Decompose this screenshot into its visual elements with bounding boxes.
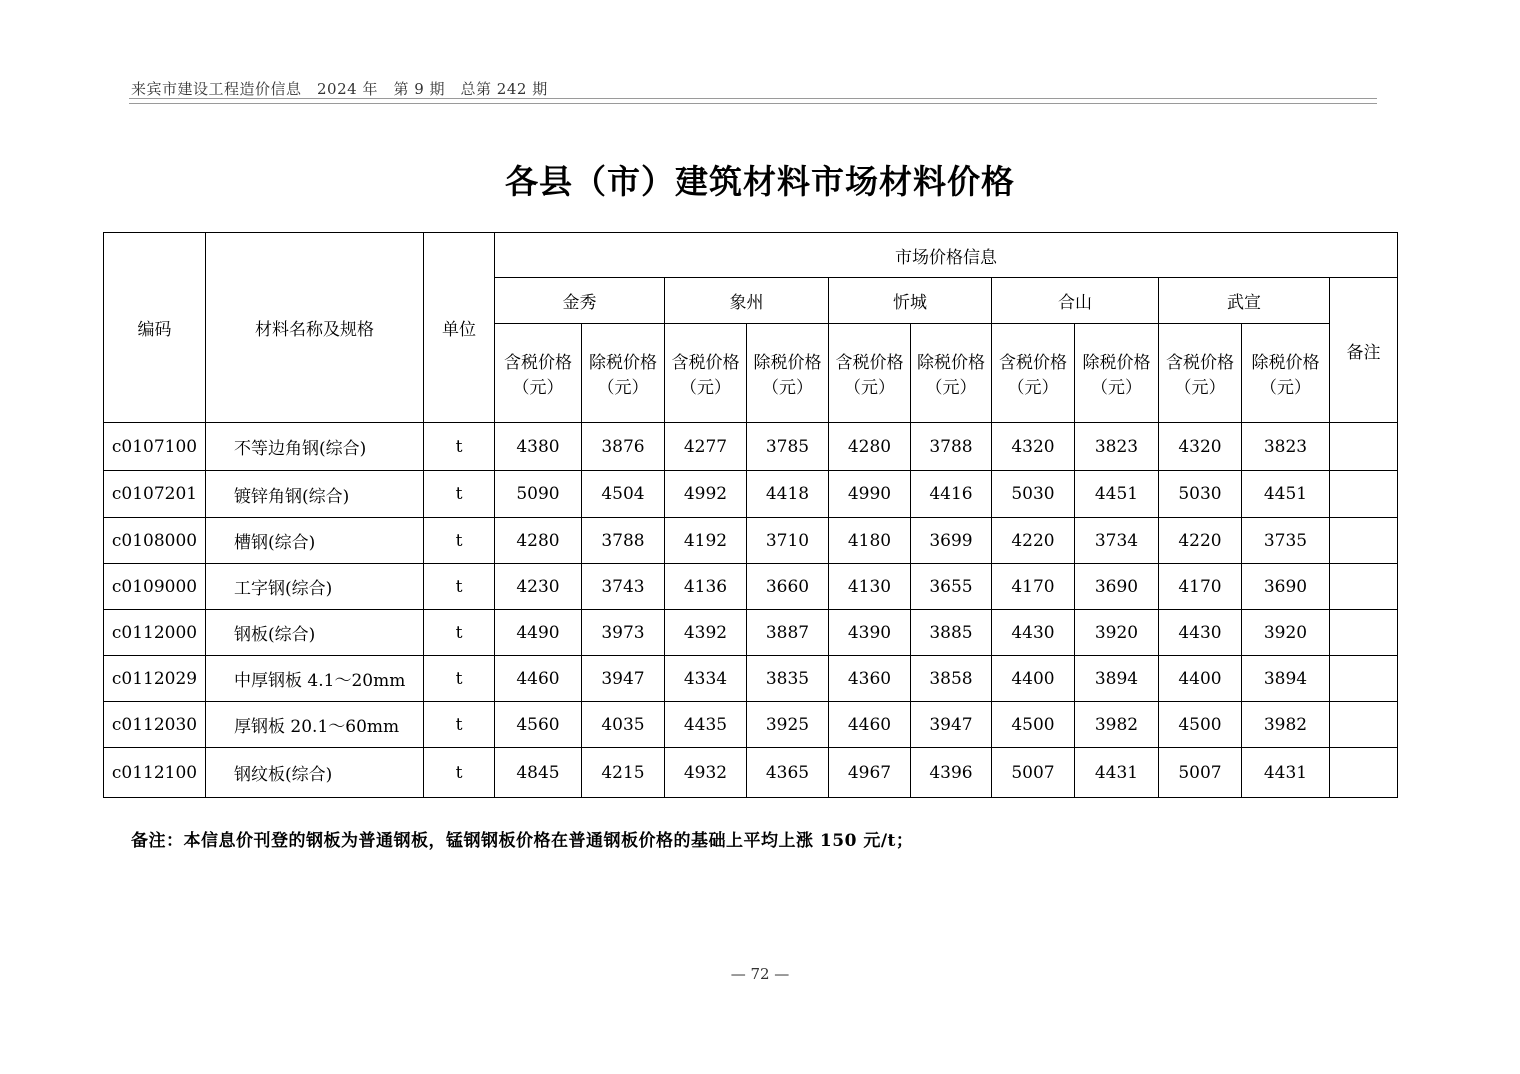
header-remark: 备注 — [1330, 278, 1398, 423]
footnote: 备注：本信息价刊登的钢板为普通钢板，锰钢钢板价格在普通钢板价格的基础上平均上涨 150 元/t； — [131, 831, 914, 851]
cell-price: 3734 — [1075, 518, 1159, 564]
header-currency: （元） — [1091, 378, 1142, 398]
cell-remark — [1330, 656, 1398, 702]
cell-price: 4277 — [665, 423, 747, 471]
cell-price: 4392 — [665, 610, 747, 656]
cell-price: 5007 — [1159, 748, 1242, 798]
cell-price: 4418 — [747, 471, 829, 518]
cell-price: 3973 — [582, 610, 665, 656]
cell-price: 3690 — [1242, 564, 1330, 610]
header-region: 金秀 — [495, 278, 665, 324]
header-tax-exclusive — [582, 324, 665, 423]
cell-name: 镀锌角钢(综合) — [206, 471, 424, 518]
cell-price: 3699 — [911, 518, 992, 564]
cell-price: 4560 — [495, 702, 582, 748]
cell-price: 4396 — [911, 748, 992, 798]
cell-price: 4400 — [992, 656, 1075, 702]
header-currency: （元） — [597, 378, 649, 398]
header-currency: （元） — [1260, 378, 1311, 398]
header-price-type: 含税价格 — [999, 353, 1067, 373]
header-tax-inclusive — [665, 324, 747, 423]
header-region: 忻城 — [829, 278, 992, 324]
cell-price: 5007 — [992, 748, 1075, 798]
cell-price: 4967 — [829, 748, 911, 798]
header-price-type: 除税价格 — [753, 353, 822, 373]
cell-code: c0112100 — [104, 748, 206, 798]
header-currency: （元） — [925, 378, 977, 398]
header-code: 编码 — [104, 233, 206, 423]
cell-price: 4280 — [829, 423, 911, 471]
cell-code: c0112029 — [104, 656, 206, 702]
header-region: 合山 — [992, 278, 1159, 324]
cell-price: 4390 — [829, 610, 911, 656]
header-tax-inclusive — [495, 324, 582, 423]
cell-price: 3885 — [911, 610, 992, 656]
cell-price: 4500 — [992, 702, 1075, 748]
table-row — [104, 564, 1398, 610]
cell-code: c0108000 — [104, 518, 206, 564]
table-row — [104, 656, 1398, 702]
cell-price: 4380 — [495, 423, 582, 471]
cell-unit: t — [424, 564, 495, 610]
cell-unit: t — [424, 610, 495, 656]
cell-name: 厚钢板 20.1～60mm — [206, 702, 424, 748]
cell-price: 3823 — [1075, 423, 1159, 471]
cell-price: 3690 — [1075, 564, 1159, 610]
cell-price: 4215 — [582, 748, 665, 798]
cell-price: 4180 — [829, 518, 911, 564]
price-table — [103, 232, 1398, 798]
cell-price: 4230 — [495, 564, 582, 610]
header-region: 武宣 — [1159, 278, 1330, 324]
cell-price: 4400 — [1159, 656, 1242, 702]
header-price-type: 除税价格 — [1251, 353, 1320, 373]
header-market-group: 市场价格信息 — [495, 233, 1398, 278]
cell-price: 4490 — [495, 610, 582, 656]
cell-price: 4416 — [911, 471, 992, 518]
cell-price: 3920 — [1075, 610, 1159, 656]
cell-unit: t — [424, 518, 495, 564]
cell-price: 4845 — [495, 748, 582, 798]
cell-price: 4136 — [665, 564, 747, 610]
cell-price: 4280 — [495, 518, 582, 564]
header-unit: 单位 — [424, 233, 495, 423]
page-number: — 72 — — [730, 965, 790, 983]
header-tax-exclusive — [911, 324, 992, 423]
cell-price: 4430 — [992, 610, 1075, 656]
cell-price: 3887 — [747, 610, 829, 656]
cell-remark — [1330, 702, 1398, 748]
cell-price: 4460 — [495, 656, 582, 702]
cell-price: 3894 — [1242, 656, 1330, 702]
cell-remark — [1330, 564, 1398, 610]
cell-unit: t — [424, 471, 495, 518]
cell-code: c0112000 — [104, 610, 206, 656]
cell-price: 4320 — [1159, 423, 1242, 471]
cell-price: 4192 — [665, 518, 747, 564]
cell-price: 4460 — [829, 702, 911, 748]
header-price-type: 含税价格 — [671, 353, 740, 373]
cell-name: 中厚钢板 4.1～20mm — [206, 656, 424, 702]
header-rule — [129, 98, 1377, 104]
cell-price: 3947 — [582, 656, 665, 702]
header-tax-exclusive — [1242, 324, 1330, 423]
cell-name: 不等边角钢(综合) — [206, 423, 424, 471]
cell-price: 4130 — [829, 564, 911, 610]
cell-price: 4430 — [1159, 610, 1242, 656]
cell-unit: t — [424, 702, 495, 748]
cell-name: 工字钢(综合) — [206, 564, 424, 610]
header-currency: （元） — [512, 378, 564, 398]
cell-price: 3710 — [747, 518, 829, 564]
cell-price: 4431 — [1242, 748, 1330, 798]
cell-price: 4990 — [829, 471, 911, 518]
table-row — [104, 702, 1398, 748]
cell-price: 3925 — [747, 702, 829, 748]
header-price-type: 除税价格 — [589, 353, 657, 373]
cell-price: 3858 — [911, 656, 992, 702]
cell-code: c0109000 — [104, 564, 206, 610]
cell-price: 4035 — [582, 702, 665, 748]
header-currency: （元） — [680, 378, 731, 398]
cell-name: 槽钢(综合) — [206, 518, 424, 564]
cell-price: 4220 — [1159, 518, 1242, 564]
cell-price: 4992 — [665, 471, 747, 518]
cell-unit: t — [424, 748, 495, 798]
cell-price: 4451 — [1242, 471, 1330, 518]
header-currency: （元） — [844, 378, 895, 398]
table-row — [104, 471, 1398, 518]
header-tax-inclusive — [1159, 324, 1242, 423]
cell-price: 5030 — [1159, 471, 1242, 518]
cell-price: 3743 — [582, 564, 665, 610]
cell-name: 钢板(综合) — [206, 610, 424, 656]
cell-price: 4170 — [992, 564, 1075, 610]
cell-price: 4500 — [1159, 702, 1242, 748]
cell-unit: t — [424, 656, 495, 702]
cell-remark — [1330, 471, 1398, 518]
cell-price: 4431 — [1075, 748, 1159, 798]
cell-price: 4360 — [829, 656, 911, 702]
cell-price: 3785 — [747, 423, 829, 471]
cell-price: 3982 — [1242, 702, 1330, 748]
header-tax-inclusive — [829, 324, 911, 423]
table-row — [104, 518, 1398, 564]
cell-price: 3655 — [911, 564, 992, 610]
cell-remark — [1330, 610, 1398, 656]
header-price-type: 除税价格 — [1082, 353, 1151, 373]
cell-price: 3947 — [911, 702, 992, 748]
cell-price: 4435 — [665, 702, 747, 748]
cell-price: 3982 — [1075, 702, 1159, 748]
cell-price: 3823 — [1242, 423, 1330, 471]
cell-price: 4220 — [992, 518, 1075, 564]
cell-code: c0107201 — [104, 471, 206, 518]
cell-code: c0112030 — [104, 702, 206, 748]
cell-price: 4320 — [992, 423, 1075, 471]
cell-price: 4932 — [665, 748, 747, 798]
cell-price: 4504 — [582, 471, 665, 518]
cell-price: 4170 — [1159, 564, 1242, 610]
cell-code: c0107100 — [104, 423, 206, 471]
header-tax-exclusive — [747, 324, 829, 423]
cell-name: 钢纹板(综合) — [206, 748, 424, 798]
header-currency: （元） — [762, 378, 813, 398]
cell-price: 4451 — [1075, 471, 1159, 518]
cell-price: 4365 — [747, 748, 829, 798]
cell-price: 3894 — [1075, 656, 1159, 702]
cell-price: 3660 — [747, 564, 829, 610]
table-row — [104, 423, 1398, 471]
cell-price: 3835 — [747, 656, 829, 702]
cell-remark — [1330, 748, 1398, 798]
header-price-type: 含税价格 — [1166, 353, 1234, 373]
header-region: 象州 — [665, 278, 829, 324]
header-price-type: 除税价格 — [917, 353, 985, 373]
table-row — [104, 748, 1398, 798]
header-name: 材料名称及规格 — [206, 233, 424, 423]
header-currency: （元） — [1174, 378, 1226, 398]
cell-price: 5090 — [495, 471, 582, 518]
cell-price: 4334 — [665, 656, 747, 702]
header-price-type: 含税价格 — [504, 353, 572, 373]
header-price-type: 含税价格 — [835, 353, 904, 373]
header-currency: （元） — [1007, 378, 1059, 398]
header-tax-inclusive — [992, 324, 1075, 423]
cell-price: 3788 — [582, 518, 665, 564]
page-title: 各县（市）建筑材料市场材料价格 — [505, 162, 1015, 201]
running-header: 来宾市建设工程造价信息 2024 年 第 9 期 总第 242 期 — [131, 80, 548, 98]
cell-price: 3788 — [911, 423, 992, 471]
cell-remark — [1330, 518, 1398, 564]
cell-remark — [1330, 423, 1398, 471]
cell-price: 3735 — [1242, 518, 1330, 564]
cell-price: 3876 — [582, 423, 665, 471]
cell-price: 5030 — [992, 471, 1075, 518]
header-tax-exclusive — [1075, 324, 1159, 423]
cell-unit: t — [424, 423, 495, 471]
cell-price: 3920 — [1242, 610, 1330, 656]
table-row — [104, 610, 1398, 656]
